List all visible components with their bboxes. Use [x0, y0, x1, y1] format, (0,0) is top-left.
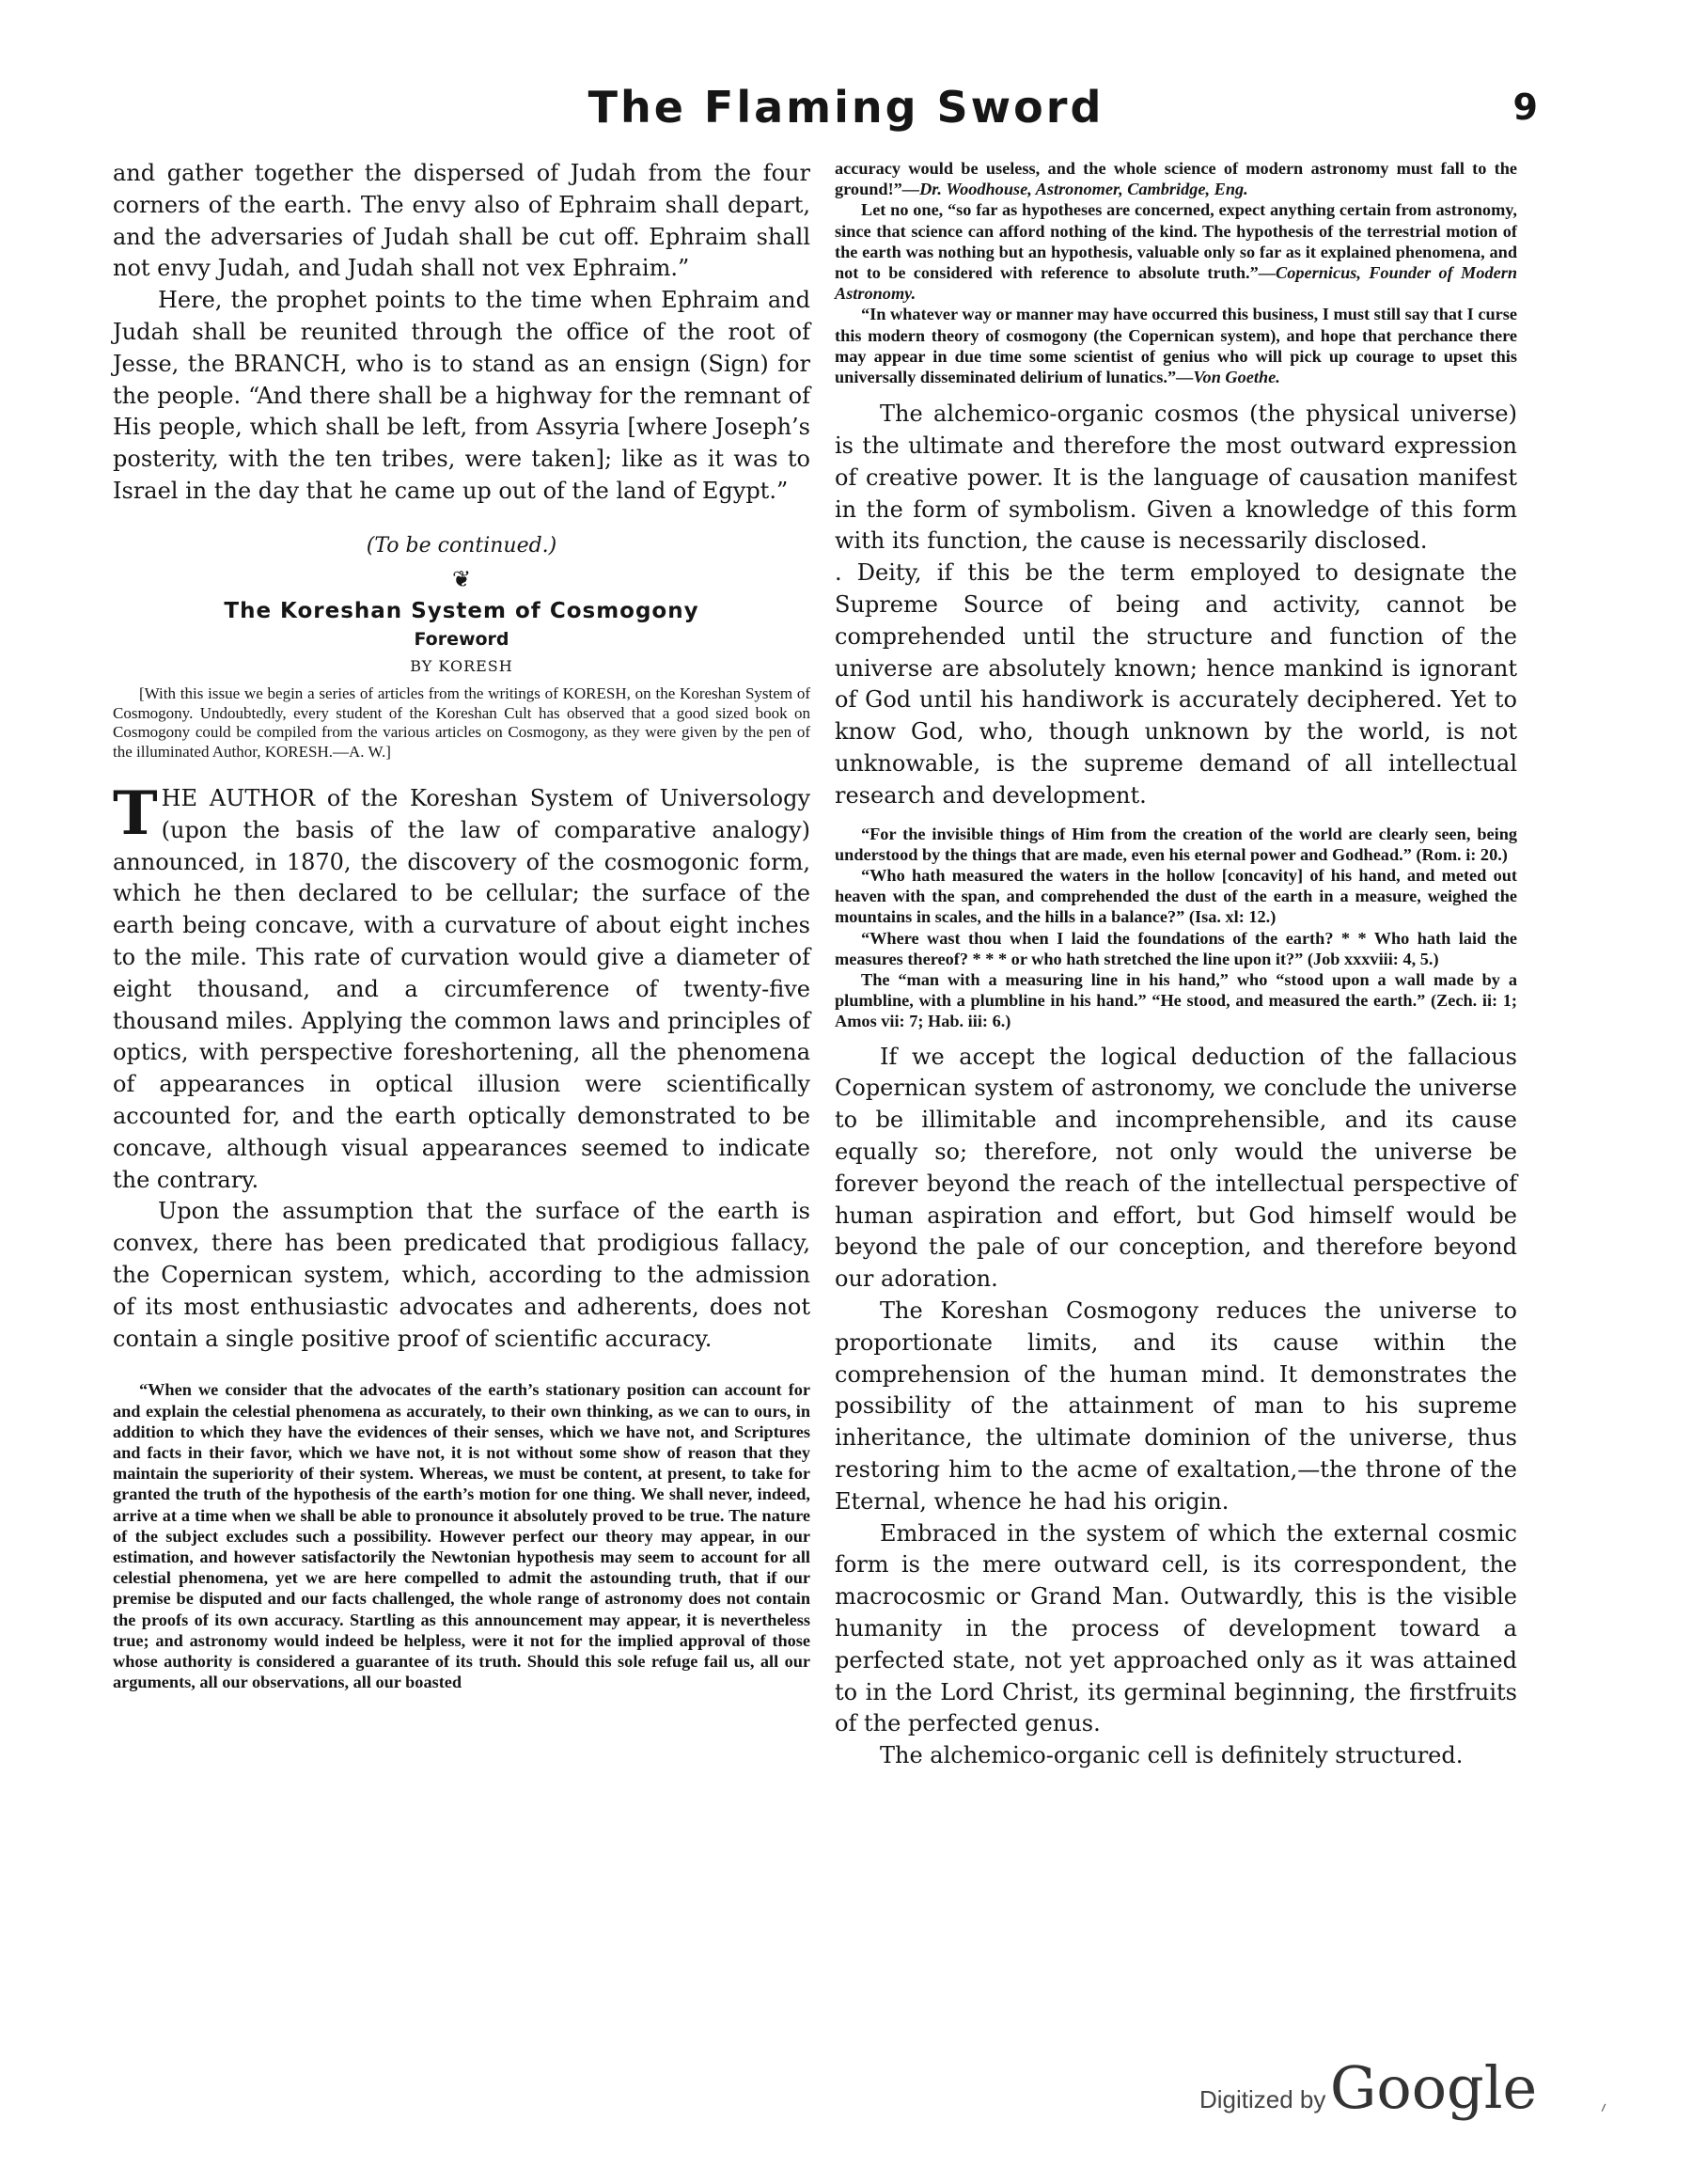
quote-citation: —Dr. Woodhouse, Astronomer, Cambridge, Eng. — [901, 180, 1248, 199]
scripture-quote: The “man with a measuring line in his hand,” who “stood upon a wall made by a plumbline, with a plumbline in his hand.” “He stood, and measured the earth.” (Zech. ii: 1; Amos vii: 7; Hab. iii: 6.) — [835, 970, 1517, 1031]
quote-citation: —Von Goethe. — [1176, 368, 1280, 387]
fleuron-ornament-icon: ❦ — [451, 565, 472, 592]
page-number: 9 — [1512, 86, 1538, 128]
paragraph: Upon the assumption that the surface of the earth is convex, there has been predicated that prodigious fallacy, the Copernican system, which, according to the admission of its most enthusiastic advocates and adherents, does not contain a single positive proof of scientific accuracy. — [113, 1198, 810, 1352]
paragraph: If we accept the logical deduction of the fallacious Copernican system of astronomy, we conclude the universe to be illimitable and incomprehensible, and its cause equally so; therefore, not only would the universe be forever beyond the reach of the intellectual perspective of human aspiration and effort, but God himself would be beyond the pale of our conception, and therefore beyond our adoration. — [835, 1043, 1517, 1293]
page-corner-mark-icon: ⸝ — [1594, 2094, 1610, 2115]
google-logo: Google — [1329, 2053, 1538, 2122]
running-head — [0, 79, 1692, 135]
quote-text: accuracy would be useless, and the whole science of modern astronomy must fall to the ground!” — [835, 159, 1517, 199]
digitized-by-label: Digitized by — [1199, 2085, 1326, 2113]
paragraph: Embraced in the system of which the external cosmic form is the mere outward cell, is its correspondent, the macrocosmic or Grand Man. Outwardly, this is the visible humanity in the process of development toward a perfected state, not yet approached only as it was attained to in the Lord Christ, its germinal beginning, the firstfruits of the perfected genus. — [835, 1519, 1517, 1737]
lead-paragraph-text: HE AUTHOR of the Koreshan System of Universology (upon the basis of the law of comparative analogy) announced, in 1870, the discovery of the cosmogonic form, which he then declared to be cellular; the surface of the earth being concave, with a curvature of about eight inches to the mile. This rate of curvation would give a diameter of eight thousand, and a circumference of twenty-five thousand miles. Applying the common laws and principles of optics, with perspective foreshortening, all the phenomena of appearances in optical illusion were scientifically accounted for, and the earth optically demonstrated to be concave, although visual appearances seemed to indicate the contrary. — [113, 784, 810, 1193]
quote-citation: —Copernicus, Founder of Modern Astronomy. — [835, 263, 1517, 304]
scripture-quote: “For the invisible things of Him from the creation of the world are clearly seen, being understood by the things that are made, even his eternal power and Godhead.” (Rom. i: 20.) — [835, 824, 1517, 864]
block-quote-continuation — [835, 158, 1517, 199]
paragraph: and gather together the dispersed of Judah from the four corners of the earth. The envy also of Ephraim shall depart, and the adversaries of Judah shall be cut off. Ephraim shall not envy Judah, and Judah shall not vex Ephraim.” — [113, 160, 810, 282]
lead-paragraph — [113, 778, 810, 1196]
paragraph: The Koreshan Cosmogony reduces the universe to proportionate limits, and its cause within the comprehension of the human mind. It demonstrates the possibility of the attainment of man to his supreme inheritance, the ultimate dominion of the universe, thus restoring him to the acme of exaltation,—the throne of the Eternal, whence he had his origin. — [835, 1297, 1517, 1515]
editor-note: [With this issue we begin a series of articles from the writings of KORESH, on the Koreshan System of Cosmogony. Undoubtedly, every student of the Koreshan Cult has observed that a good sized book on Cosmogony could be compiled from the various articles on Cosmogony, as they were given by the pen of the illuminated Author, KORESH.—A. W.] — [113, 683, 810, 762]
quote-text: Let no one, “so far as hypotheses are concerned, expect anything certain from astronomy, since that science can afford nothing of the kind. The hypothesis of the terrestrial motion of the earth was nothing but an hypothesis, valuable only so far as it explained phenomena, and not to be considered with reference to absolute truth.” — [835, 200, 1517, 283]
block-quote — [835, 304, 1517, 387]
quote-text: “In whatever way or manner may have occurred this business, I must still say that I curse this modern theory of cosmogony (the Copernican system), and hope that perchance there may appear in due time some scientist of genius who will pick up courage to upset this universally disseminated delirium of lunatics.” — [835, 305, 1517, 387]
continued-note: (To be continued.) — [366, 533, 557, 558]
right-column — [835, 158, 1517, 1772]
paragraph: Here, the prophet points to the time when Ephraim and Judah shall be reunited through the office of the root of Jesse, the BRANCH, who is to stand as an ensign (Sign) for the people. “And there shall be a highway for the remnant of His people, which shall be left, from Assyria [where Joseph’s posterity, with the ten tribes, were taken]; like as it was to Israel in the day that he came up out of the land of Egypt.” — [113, 287, 810, 504]
block-quote — [835, 199, 1517, 304]
article-title: The Koreshan System of Cosmogony — [224, 598, 699, 623]
drop-cap: T — [113, 778, 158, 849]
block-quote: “When we consider that the advocates of the earth’s stationary position can account for and explain the celestial phenomena as accurately, to their own thinking, as we can to ours, in addition to which they have the evidences of their senses, which we have not, and Scriptures and facts in their favor, which we have not, it is not without some show of reason that they maintain the superiority of their system. Whereas, we must be content, at present, to take for granted the truth of the hypothesis of the earth’s motion for one thing. We shall never, indeed, arrive at a time when we shall be able to pronounce it absolutely proved to be true. The nature of the subject excludes such a possibility. However perfect our theory may appear, in our estimation, and however satisfactorily the Newtonian hypothesis may seem to account for all celestial phenomena, yet we are here compelled to admit the astounding truth, that if our premise be disputed and our facts challenged, the whole range of astronomy does not contain the proofs of its own accuracy. Startling as this announcement may appear, it is nevertheless true; and astronomy would indeed be helpless, were it not for the implied approval of those whose authority is considered a guarantee of its truth. Should this sole refuge fail us, all our arguments, all our observations, all our boasted — [113, 1380, 810, 1692]
scripture-quote: “Where wast thou when I laid the foundations of the earth? * * Who hath laid the measures thereof? * * * or who hath stretched the line upon it?” (Job xxxviii: 4, 5.) — [835, 928, 1517, 968]
left-column — [113, 158, 810, 1692]
digitization-watermark — [1199, 2053, 1537, 2122]
paragraph: The alchemico-organic cell is definitely structured. — [880, 1742, 1464, 1769]
scripture-quote: “Who hath measured the waters in the hollow [concavity] of his hand, and meted out heaven with the span, and comprehended the dust of the earth in a measure, weighed the mountains in scales, and the hills in a balance?” (Isa. xl: 12.) — [835, 866, 1517, 927]
masthead-title: The Flaming Sword — [588, 82, 1104, 133]
byline: BY KORESH — [410, 656, 513, 675]
paragraph: The alchemico-organic cosmos (the physical universe) is the ultimate and therefore the most outward expression of creative power. It is the language of causation manifest in the form of symbolism. Given a knowledge of this form with its function, the cause is necessarily disclosed. — [835, 401, 1517, 555]
article-subtitle: Foreword — [414, 628, 509, 650]
paragraph: . Deity, if this be the term employed to designate the Supreme Source of being and activity, cannot be comprehended until the structure and function of the universe are absolutely known; hence mankind is ignorant of God until his handiwork is accurately deciphered. Yet to know God, who, though unknown by the world, is not unknowable, is the supreme demand of all intellectual research and development. — [835, 559, 1517, 809]
